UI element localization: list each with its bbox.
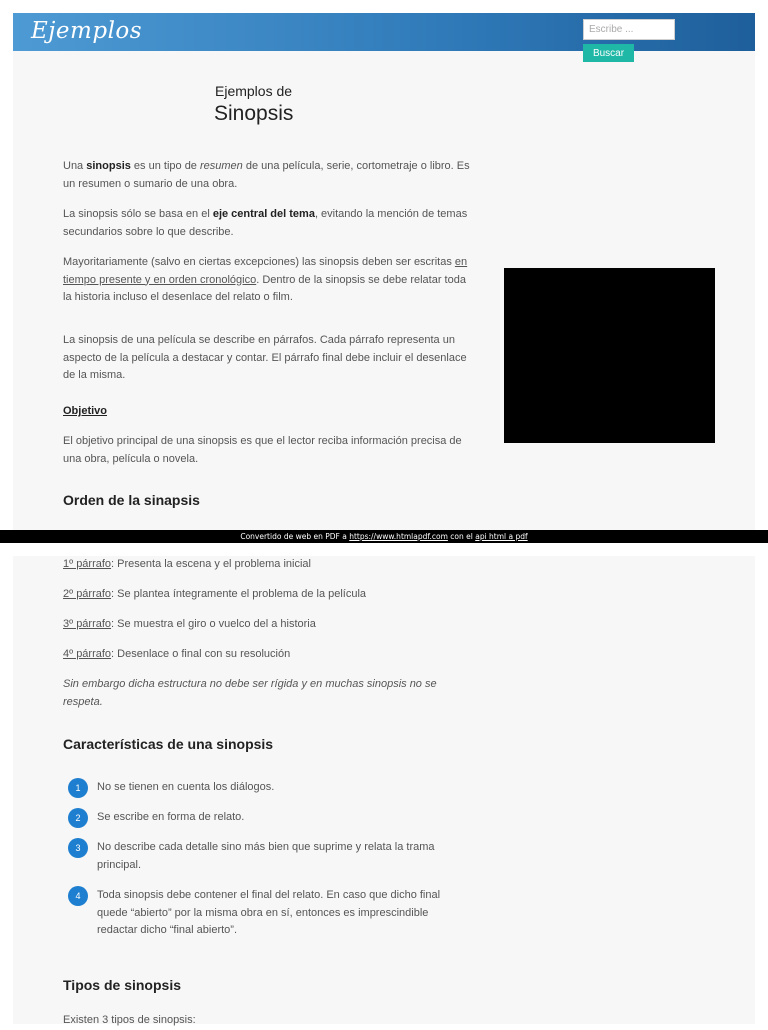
search-input[interactable]	[583, 19, 675, 40]
tipos-heading: Tipos de sinopsis	[63, 977, 181, 993]
list-item-text: Se escribe en forma de relato.	[97, 811, 245, 823]
video-placeholder	[504, 268, 715, 443]
site-header	[13, 13, 755, 51]
orden-item-2: 2º párrafo: Se plantea íntegramente el problema de la película	[63, 588, 367, 600]
list-item-text: Toda sinopsis debe contener el final del relato. En caso que dicho final quede “abierto” por la misma obra en sí, entonces es imprescindible redactar dicho “final abierto”.	[97, 889, 441, 936]
list-item-text: No se tienen en cuenta los diálogos.	[97, 781, 275, 793]
objetivo-label: Objetivo	[63, 405, 108, 417]
number-badge: 1	[68, 778, 88, 798]
caracteristicas-heading: Características de una sinopsis	[63, 736, 274, 752]
orden-item-4: 4º párrafo: Desenlace o final con su resolución	[63, 648, 291, 660]
pdf-page-2	[13, 556, 755, 1024]
page-title: Sinopsis	[214, 102, 294, 125]
objetivo-paragraph: El objetivo principal de una sinopsis es que el lector reciba información precisa de una obra, película o novela.	[63, 435, 462, 465]
pdf-conversion-banner: Convertido de web en PDF a https://www.htmlapdf.com con el api html a pdf	[0, 530, 768, 543]
htmlapdf-link[interactable]: https://www.htmlapdf.com	[349, 532, 448, 541]
number-badge: 3	[68, 838, 88, 858]
orden-note: Sin embargo dicha estructura no debe ser rígida y en muchas sinopsis no se respeta.	[63, 678, 437, 708]
intro-paragraph-4: La sinopsis de una película se describe en párrafos. Cada párrafo representa un aspecto de la película a destacar y contar. El párrafo final debe incluir el desenlace de la misma.	[63, 334, 467, 381]
number-badge: 2	[68, 808, 88, 828]
intro-paragraph-2: La sinopsis sólo se basa en el eje central del tema, evitando la mención de temas secundarios sobre lo que describe.	[63, 208, 468, 238]
number-badge: 4	[68, 886, 88, 906]
pdf-page-1	[13, 13, 755, 530]
page-title-prefix: Ejemplos de	[215, 83, 293, 99]
api-link[interactable]: api html a pdf	[475, 532, 528, 541]
orden-item-3: 3º párrafo: Se muestra el giro o vuelco del a historia	[63, 618, 316, 630]
orden-item-1: 1º párrafo: Presenta la escena y el problema inicial	[63, 558, 311, 570]
orden-heading: Orden de la sinapsis	[63, 492, 200, 508]
list-item-text: No describe cada detalle sino más bien que suprime y relata la trama principal.	[97, 841, 435, 871]
tipos-paragraph: Existen 3 tipos de sinopsis:	[63, 1014, 196, 1026]
intro-paragraph-3: Mayoritariamente (salvo en ciertas excepciones) las sinopsis deben ser escritas en tiempo presente y en orden cronológico. Dentro de la sinopsis se debe relatar toda la historia incluso el desenlace del relato o film.	[63, 256, 468, 303]
intro-paragraph-1: Una sinopsis es un tipo de resumen de una película, serie, cortometraje o libro. Es un resumen o sumario de una obra.	[63, 160, 470, 190]
search-button[interactable]: Buscar	[583, 44, 634, 62]
site-logo[interactable]: Ejemplos	[31, 18, 143, 44]
